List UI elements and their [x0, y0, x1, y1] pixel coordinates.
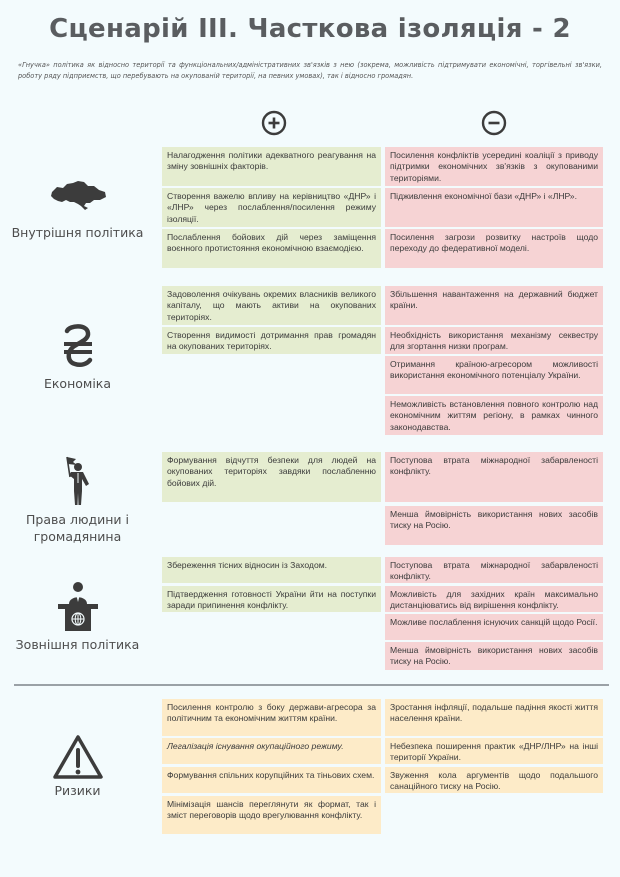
page-title: Сценарій ІІІ. Часткова ізоляція - 2: [49, 14, 571, 44]
category-economy: [0, 322, 155, 392]
negative-item: Необхідність використання механізму секвестру для згортання низки програм.: [385, 327, 603, 354]
negative-item: Отримання країною-агресором можливості використання економічного потенціалу України.: [385, 356, 603, 394]
category-foreign-policy: [0, 580, 155, 653]
positive-item: Створення видимості дотримання прав громадян на окупованих територіях.: [162, 327, 381, 354]
negative-item: Посилення загрози розвитку настроїв щодо переходу до федеративної моделі.: [385, 229, 603, 268]
negative-item: Підживлення економічної бази «ДНР» і «ЛНР».: [385, 188, 603, 227]
intro-text: «Гнучка» політика як відносно території та функціональних/адміністративних зв'язків з нею (зокрема, можливість підтримувати економічні, торгівельні зв'язки, роботу ряду підприємств, що перебувають на окупованій території, на певних умовах), так і відносно громадян.: [18, 61, 602, 80]
negative-item: Збільшення навантаження на державний бюджет країни.: [385, 286, 603, 325]
positive-item: Формування відчуття безпеки для людей на окупованих територіях завдяки послабленню бойових дій.: [162, 452, 381, 502]
positive-item: Налагодження політики адекватного реагування на зміну зовнішніх факторів.: [162, 147, 381, 186]
category-label: Ризики: [54, 783, 101, 798]
section-divider: [14, 684, 609, 686]
speaker-podium-globe-icon: [56, 580, 100, 632]
risk-item: Зростання інфляції, подальше падіння якості життя населення країни.: [385, 699, 603, 736]
warning-triangle-icon: [52, 734, 104, 780]
negative-item: Менша ймовірність використання нових засобів тиску на Росію.: [385, 642, 603, 670]
negative-item: Поступова втрата міжнародної забарвленості конфлікту.: [385, 557, 603, 583]
category-label: Внутрішня політика: [11, 225, 144, 240]
ukraine-map-icon: [48, 178, 108, 212]
category-human-rights: [0, 455, 155, 545]
category-label: Економіка: [43, 376, 112, 391]
hryvnia-icon: [60, 322, 96, 370]
positive-item: Задоволення очікувань окремих власників великого капіталу, що мають активи на окупованих територіях.: [162, 286, 381, 325]
minus-circle-icon: [481, 110, 507, 136]
risk-item: Посилення контролю з боку держави-агресора за політичним та економічним життям країни.: [162, 699, 381, 736]
negative-item: Посилення конфліктів усередині коаліції з приводу підтримки економічних зв'язків з окупованими територіями.: [385, 147, 603, 186]
risk-item: Формування спільних корупційних та тіньових схем.: [162, 767, 381, 793]
negative-item: Можливе послаблення існуючих санкцій щодо Росії.: [385, 614, 603, 640]
category-risks: [0, 734, 155, 799]
category-domestic-policy: [0, 178, 155, 241]
positive-item: Послаблення бойових дій через заміщення воєнного протистояння економічною взаємодією.: [162, 229, 381, 268]
positive-item: Створення важелю впливу на керівництво «ДНР» і «ЛНР» через послаблення/посилення режиму ізоляції.: [162, 188, 381, 227]
positive-item: Підтвердження готовності України йти на поступки заради припинення конфлікту.: [162, 586, 381, 612]
negative-item: Менша ймовірність використання нових засобів тиску на Росію.: [385, 506, 603, 545]
plus-circle-icon: [261, 110, 287, 136]
negative-item: Поступова втрата міжнародної забарвленості конфлікту.: [385, 452, 603, 502]
category-label: Зовнішня політика: [15, 637, 140, 652]
negative-item: Можливість для західних країн максимально дистанціюватись від вирішення конфлікту.: [385, 586, 603, 612]
negative-item: Неможливість встановлення повного контролю над економічним життям регіону, в рамках чинного законодавства.: [385, 396, 603, 435]
risk-item: Небезпека поширення практик «ДНР/ЛНР» на інші території України.: [385, 738, 603, 764]
category-label: Права людини і громадянина: [25, 512, 129, 544]
risk-item: Мінімізація шансів переглянути як формат, так і зміст переговорів щодо врегулювання конфлікту.: [162, 796, 381, 834]
positive-item: Збереження тісних відносин із Заходом.: [162, 557, 381, 583]
person-with-flag-icon: [61, 455, 95, 507]
risk-item: Легалізація існування окупаційного режиму.: [162, 738, 381, 764]
risk-item: Звуження кола аргументів щодо подальшого санаційного тиску на Росію.: [385, 767, 603, 793]
